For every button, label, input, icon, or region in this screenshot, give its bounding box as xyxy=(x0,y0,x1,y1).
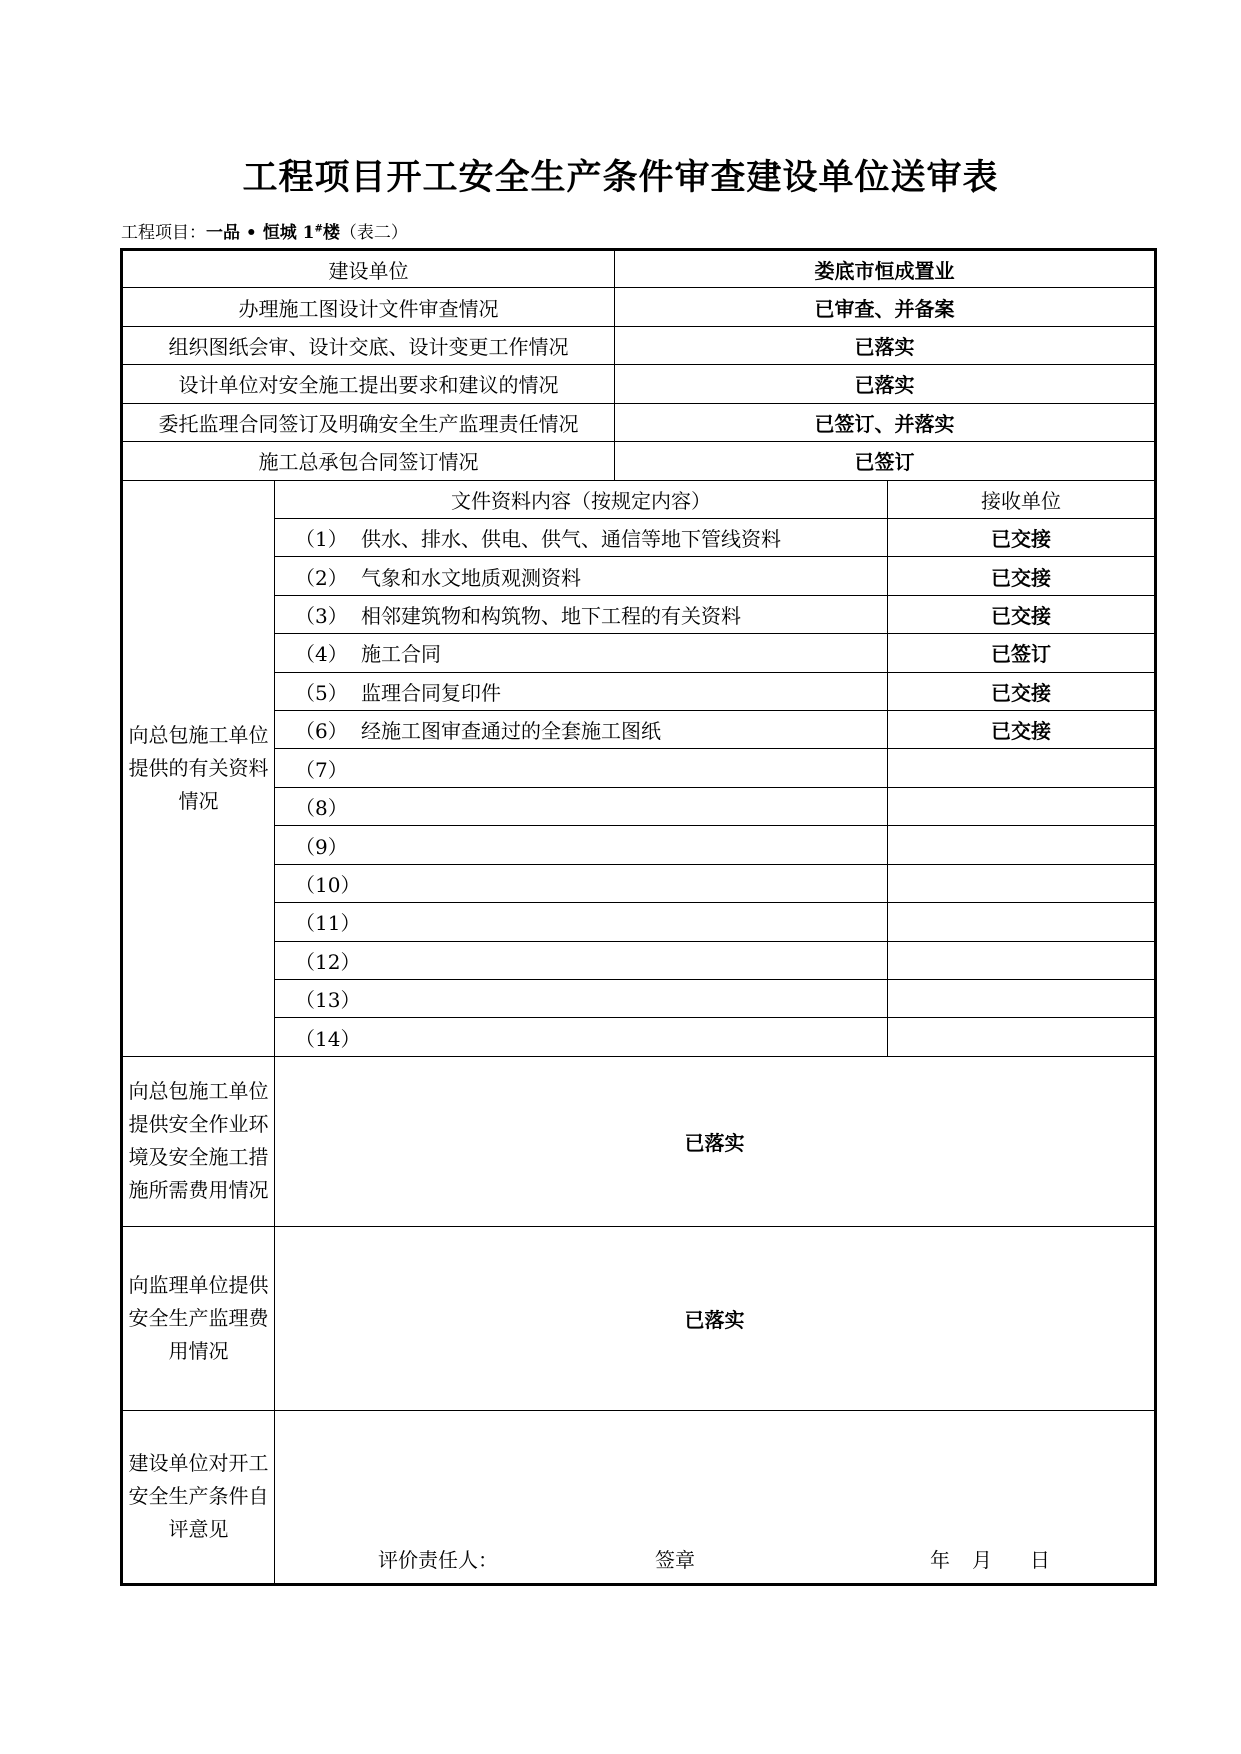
row-label: 委托监理合同签订及明确安全生产监理责任情况 xyxy=(122,403,615,441)
row-label: 设计单位对安全施工提出要求和建议的情况 xyxy=(122,365,615,403)
docs-header-content: 文件资料内容（按规定内容） xyxy=(275,480,888,518)
doc-item-status xyxy=(888,1018,1156,1056)
doc-item xyxy=(275,903,888,941)
doc-item xyxy=(275,826,888,864)
row-label: 建设单位 xyxy=(122,250,615,288)
row-design-suggestions xyxy=(122,365,1156,403)
doc-item-status: 已交接 xyxy=(888,711,1156,749)
doc-item-status: 已交接 xyxy=(888,595,1156,633)
doc-item-num: （11） xyxy=(295,911,361,936)
doc-item-num: （9） xyxy=(295,834,348,859)
doc-item-num: （1） xyxy=(295,527,348,552)
doc-item xyxy=(275,711,888,749)
doc-item-status xyxy=(888,864,1156,902)
doc-item xyxy=(275,518,888,556)
doc-item xyxy=(275,749,888,787)
year-label: 年 xyxy=(930,1548,950,1572)
doc-item-num: （13） xyxy=(295,988,361,1013)
row-supervision-contract xyxy=(122,403,1156,441)
table-row xyxy=(122,903,1156,941)
doc-item-status: 已交接 xyxy=(888,672,1156,710)
row-label: 施工总承包合同签订情况 xyxy=(122,442,615,480)
row-value: 娄底市恒成置业 xyxy=(615,250,1156,288)
page-title: 工程项目开工安全生产条件审查建设单位送审表 xyxy=(242,158,999,198)
row-value: 已落实 xyxy=(615,365,1156,403)
doc-item-status xyxy=(888,903,1156,941)
doc-item-status xyxy=(888,941,1156,979)
docs-side-label: 向总包施工单位提供的有关资料情况 xyxy=(122,480,275,1056)
row-safety-env-fee xyxy=(122,1056,1156,1226)
row-value: 已签订 xyxy=(615,442,1156,480)
row-construction-unit xyxy=(122,250,1156,288)
doc-item-num: （12） xyxy=(295,949,361,974)
doc-item-text: 气象和水文地质观测资料 xyxy=(361,565,581,590)
row-value: 已审查、并备案 xyxy=(615,288,1156,326)
table-row xyxy=(122,672,1156,710)
doc-item-num: （4） xyxy=(295,642,348,667)
table-row xyxy=(122,864,1156,902)
doc-item xyxy=(275,634,888,672)
docs-header-row xyxy=(122,480,1156,518)
review-form-table xyxy=(120,248,1157,1586)
safety-env-value: 已落实 xyxy=(275,1056,1156,1226)
row-label: 办理施工图设计文件审查情况 xyxy=(122,288,615,326)
row-general-contract xyxy=(122,442,1156,480)
safety-env-label: 向总包施工单位提供安全作业环境及安全施工措施所需费用情况 xyxy=(122,1056,275,1226)
doc-item-num: （3） xyxy=(295,604,348,628)
project-line xyxy=(121,218,408,243)
row-value: 已落实 xyxy=(615,326,1156,364)
table-row xyxy=(122,1018,1156,1056)
doc-item-status: 已交接 xyxy=(888,518,1156,556)
signer-label: 评价责任人： xyxy=(378,1548,498,1572)
table-row xyxy=(122,941,1156,979)
doc-item-num: （8） xyxy=(295,796,348,821)
doc-item-num: （5） xyxy=(295,680,348,705)
table-row xyxy=(122,749,1156,787)
doc-item-text: 供水、排水、供电、供气、通信等地下管线资料 xyxy=(361,527,781,552)
self-eval-label: 建设单位对开工安全生产条件自评意见 xyxy=(122,1410,275,1584)
doc-item-num: （14） xyxy=(295,1026,361,1051)
doc-item xyxy=(275,787,888,825)
row-label: 组织图纸会审、设计交底、设计变更工作情况 xyxy=(122,326,615,364)
doc-item-status: 已签订 xyxy=(888,634,1156,672)
doc-item-status xyxy=(888,980,1156,1018)
seal-label: 签章 xyxy=(655,1548,695,1572)
table-row xyxy=(122,787,1156,825)
doc-item xyxy=(275,557,888,595)
row-supervision-fee xyxy=(122,1226,1156,1410)
doc-item-num: （10） xyxy=(295,872,361,897)
doc-item xyxy=(275,941,888,979)
doc-item-status: 已交接 xyxy=(888,557,1156,595)
project-label: 工程项目： xyxy=(121,223,206,243)
row-drawing-review xyxy=(122,288,1156,326)
doc-item-text: 相邻建筑物和构筑物、地下工程的有关资料 xyxy=(361,604,741,628)
doc-item-text: 施工合同 xyxy=(361,642,441,667)
table-row xyxy=(122,826,1156,864)
table-row xyxy=(122,557,1156,595)
row-value: 已签订、并落实 xyxy=(615,403,1156,441)
doc-item-text: 监理合同复印件 xyxy=(361,680,501,705)
month-label: 月 xyxy=(972,1548,992,1572)
doc-item xyxy=(275,1018,888,1056)
supervision-fee-value: 已落实 xyxy=(275,1226,1156,1410)
doc-item xyxy=(275,672,888,710)
project-note: （表二） xyxy=(339,223,408,243)
doc-item xyxy=(275,595,888,633)
table-row xyxy=(122,711,1156,749)
table-row xyxy=(122,980,1156,1018)
doc-item-text: 经施工图审查通过的全套施工图纸 xyxy=(361,719,661,744)
row-self-evaluation xyxy=(122,1410,1156,1584)
doc-item-status xyxy=(888,826,1156,864)
doc-item-num: （6） xyxy=(295,719,348,744)
table-row xyxy=(122,518,1156,556)
docs-header-receiver: 接收单位 xyxy=(888,480,1156,518)
row-drawing-meeting xyxy=(122,326,1156,364)
table-row xyxy=(122,634,1156,672)
table-row xyxy=(122,595,1156,633)
doc-item-status xyxy=(888,749,1156,787)
day-label: 日 xyxy=(1030,1548,1050,1572)
doc-item xyxy=(275,864,888,902)
doc-item-num: （2） xyxy=(295,565,348,590)
supervision-fee-label: 向监理单位提供安全生产监理费用情况 xyxy=(122,1226,275,1410)
doc-item-num: （7） xyxy=(295,757,348,782)
project-name: 一品 • 恒城 1#楼 xyxy=(206,223,340,243)
doc-item xyxy=(275,980,888,1018)
self-eval-sign-area xyxy=(275,1410,1156,1584)
doc-item-status xyxy=(888,787,1156,825)
